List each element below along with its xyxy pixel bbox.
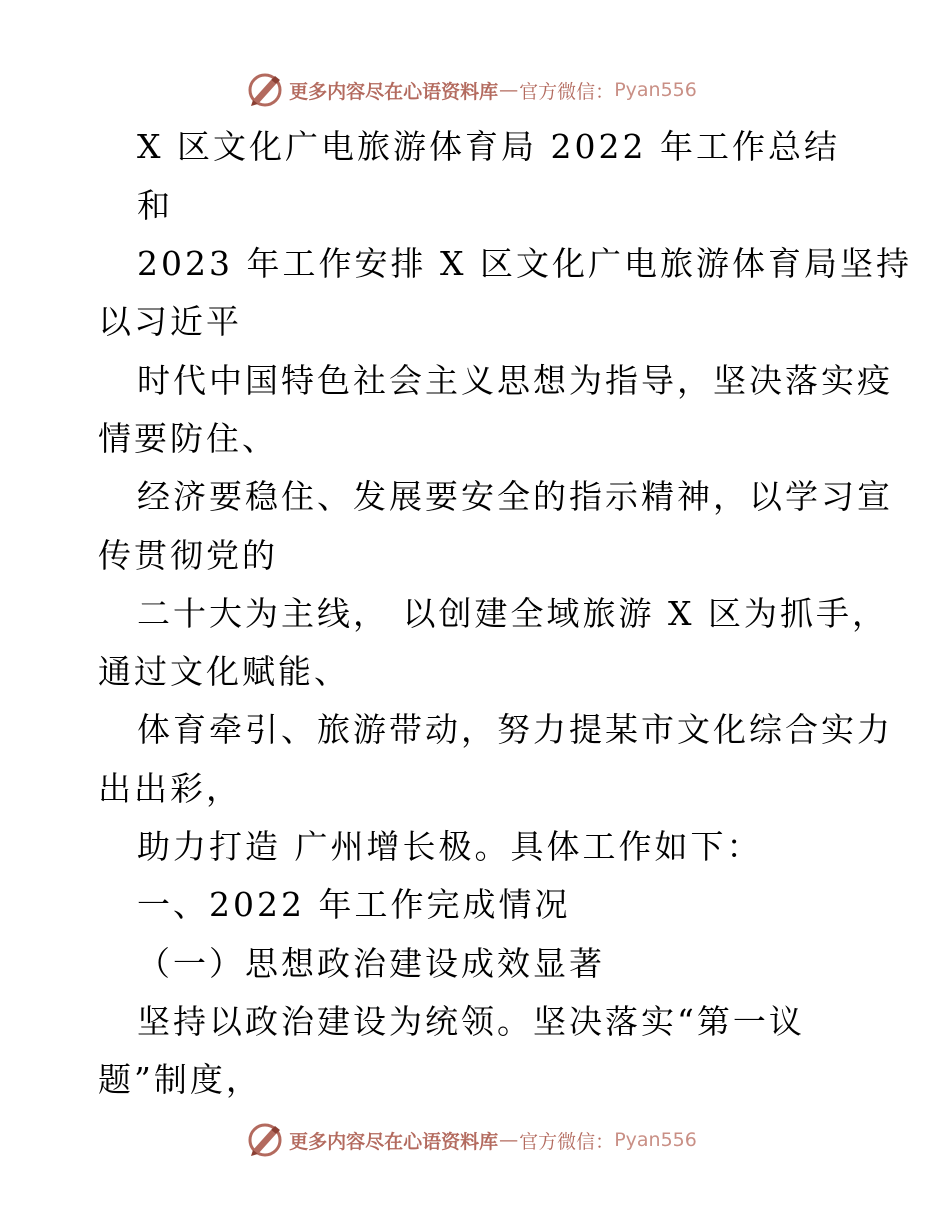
text-line: 经济要稳住、发展要安全的指示精神，以学习宣 xyxy=(137,477,893,516)
text-line: 情要防住、 xyxy=(98,419,278,458)
text-line: 出出彩， xyxy=(98,769,242,808)
watermark-id: Pyan556 xyxy=(614,79,697,101)
text-line: 传贯彻党的 xyxy=(98,536,278,575)
text-line: 二十大为主线， 以创建全域旅游 X 区为抓手， xyxy=(137,594,888,633)
watermark-dash: — xyxy=(499,1129,519,1151)
text-line: 体育牵引、旅游带动，努力提某市文化综合实力 xyxy=(137,710,893,749)
text-line: 助力打造 广州增长极。具体工作如下： xyxy=(137,827,763,866)
text-line: X 区文化广电旅游体育局 2022 年工作总结 xyxy=(137,127,840,166)
pen-logo-icon xyxy=(245,1120,285,1160)
subsection-heading: （一）思想政治建设成效显著 xyxy=(137,944,605,983)
watermark-text: 更多内容尽在心语资料库 xyxy=(289,1130,499,1153)
watermark-text: 更多内容尽在心语资料库 xyxy=(289,80,499,103)
watermark-suffix: 官方微信： xyxy=(519,1130,615,1153)
text-line: 题”制度， xyxy=(98,1060,262,1099)
text-line: 以习近平 xyxy=(98,302,242,341)
section-heading: 一、2022 年工作完成情况 xyxy=(137,885,571,924)
text-line: 2023 年工作安排 X 区文化广电旅游体育局坚持 xyxy=(137,244,912,283)
watermark-bottom xyxy=(0,1118,950,1162)
watermark-id: Pyan556 xyxy=(614,1129,697,1151)
text-line: 通过文化赋能、 xyxy=(98,652,350,691)
text-line: 和 xyxy=(137,186,173,225)
watermark-suffix: 官方微信： xyxy=(519,80,615,103)
text-line: 坚持以政治建设为统领。坚决落实“第一议 xyxy=(137,1002,805,1041)
watermark-dash: — xyxy=(499,79,519,101)
text-line: 时代中国特色社会主义思想为指导，坚决落实疫 xyxy=(137,361,893,400)
